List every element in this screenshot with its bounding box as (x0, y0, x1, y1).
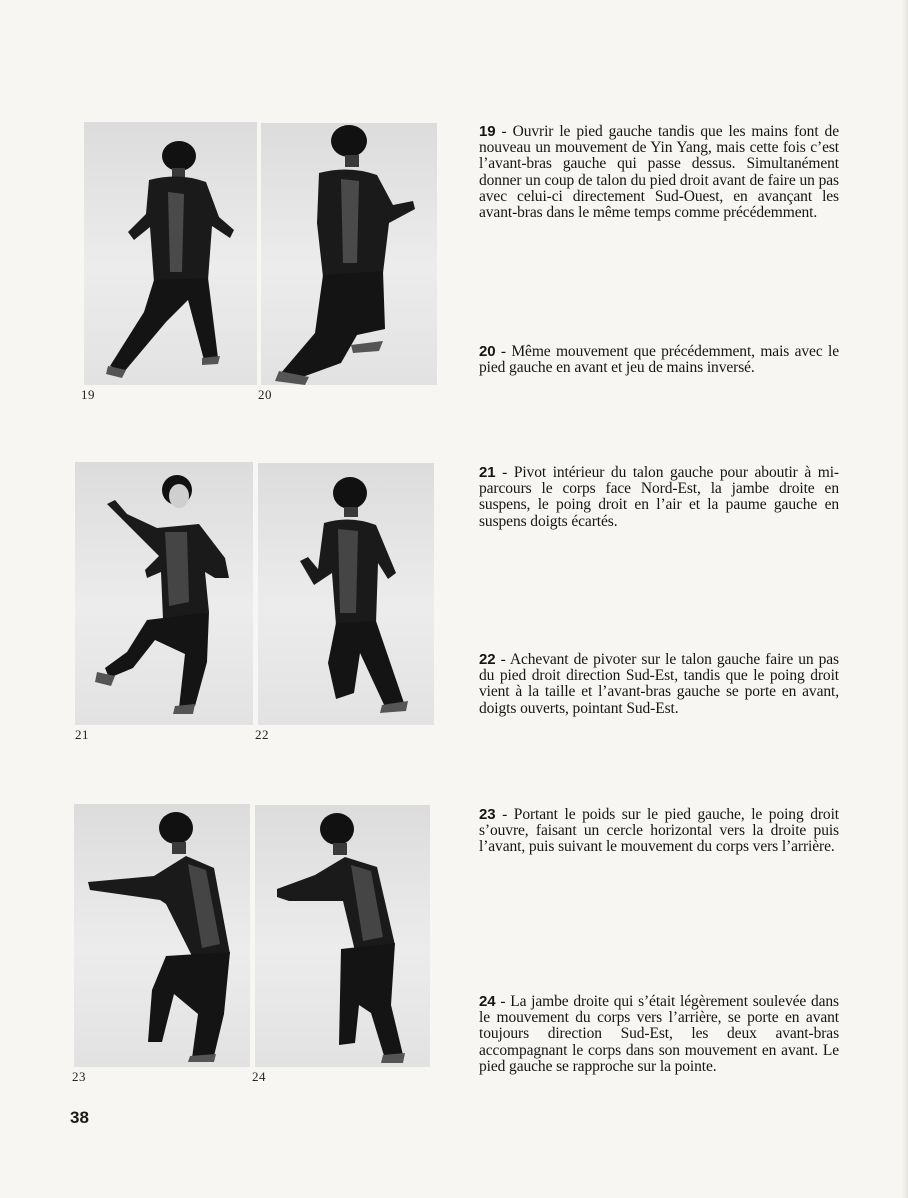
paragraph-text-21: Pivot intérieur du talon gauche pour aboutir à mi-parcours le corps face Nord-Est, la jambe droite en suspens, le poing droit en l’air et la paume gauche en suspens doigts écartés. (479, 464, 839, 530)
paragraph-text-20: Même mouvement que précédemment, mais avec le pied gauche en avant et jeu de mains inversé. (479, 343, 839, 377)
paragraph-text-23: Portant le poids sur le pied gauche, le poing droit s’ouvre, faisant un cercle horizontal vers la droite puis l’avant, puis suivant le mouvement du corps vers l’arrière. (479, 806, 839, 856)
paragraph-23 (479, 807, 839, 856)
paragraph-number-22: 22 (479, 651, 496, 668)
paragraph-number-23: 23 (479, 806, 496, 823)
paragraph-number-19: 19 (479, 123, 496, 140)
paragraph-text-24: La jambe droite qui s’était légèrement soulevée dans le mouvement du corps vers l’arrière, se porte en avant toujours direction Sud-Est, les deux avant-bras accompagnant le corps dans son mouvement en avant. Le pied gauche se rapproche sur la pointe. (479, 993, 839, 1075)
paragraph-separator: - (495, 123, 513, 140)
figure-number-19: 19 (81, 387, 95, 402)
paragraph-20 (479, 344, 839, 376)
paragraph-separator: - (495, 651, 510, 668)
paragraph-text-19: Ouvrir le pied gauche tandis que les mains font de nouveau un mouvement de Yin Yang, mais cette fois c’est l’avant-bras gauche qui passe dessus. Simultanément donner un coup de talon du pied droit avant de faire un pas avec celui-ci directement Sud-Ouest, en avançant les avant-bras dans le même temps comme précédemment. (479, 123, 839, 222)
figure-silhouette-19 (84, 122, 257, 385)
figure-silhouette-24 (255, 805, 430, 1067)
paragraph-separator: - (495, 993, 511, 1010)
photo-19 (84, 122, 257, 385)
paragraph-separator: - (495, 343, 512, 360)
page-number: 38 (70, 1108, 89, 1127)
paragraph-24 (479, 994, 839, 1075)
photo-24 (255, 805, 430, 1067)
photo-21 (75, 462, 253, 725)
paragraph-number-24: 24 (479, 993, 496, 1010)
paragraph-separator: - (495, 464, 514, 481)
paragraph-separator: - (495, 806, 514, 823)
figure-silhouette-22 (258, 463, 434, 725)
photo-23 (74, 804, 250, 1067)
paragraph-number-20: 20 (479, 343, 496, 360)
paragraph-22 (479, 652, 839, 717)
page-edge (902, 0, 908, 1198)
paragraph-21 (479, 465, 839, 530)
figure-number-24: 24 (252, 1069, 266, 1084)
photo-22 (258, 463, 434, 725)
figure-silhouette-21 (75, 462, 253, 725)
figure-number-20: 20 (258, 387, 272, 402)
photo-20 (261, 123, 437, 385)
figure-number-22: 22 (255, 727, 269, 742)
figure-silhouette-23 (74, 804, 250, 1067)
paragraph-19 (479, 124, 839, 221)
figure-silhouette-20 (261, 123, 437, 385)
figure-number-21: 21 (75, 727, 89, 742)
paragraph-number-21: 21 (479, 464, 496, 481)
figure-number-23: 23 (72, 1069, 86, 1084)
paragraph-text-22: Achevant de pivoter sur le talon gauche faire un pas du pied droit direction Sud-Est, tandis que le poing droit vient à la taille et l’avant-bras gauche se porte en avant, doigts ouverts, pointant Sud-Est. (479, 651, 839, 717)
